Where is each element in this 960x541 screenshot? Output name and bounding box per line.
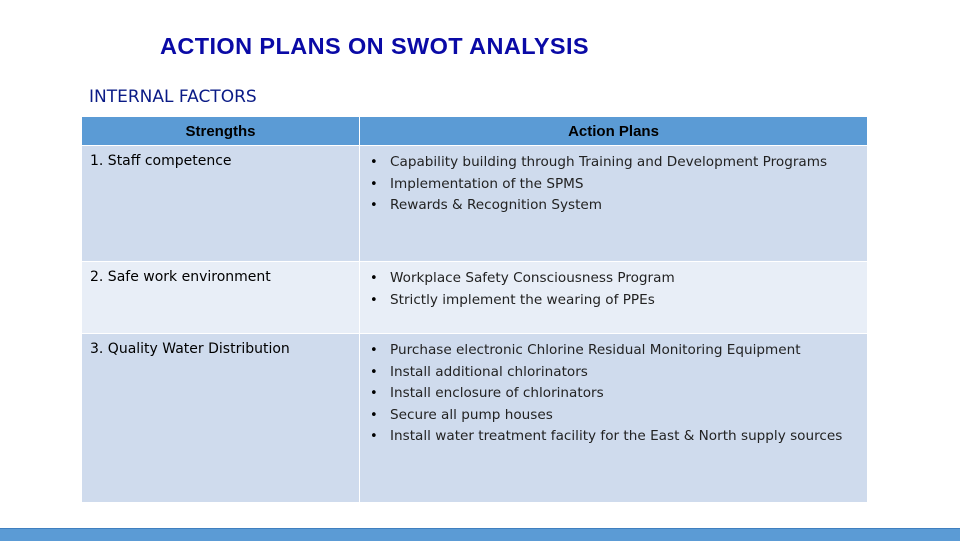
swot-table: [81, 116, 868, 503]
strength-cell: 3. Quality Water Distribution: [82, 334, 360, 503]
page-title: ACTION PLANS ON SWOT ANALYSIS: [160, 33, 589, 59]
action-plans-cell: [360, 334, 868, 503]
header-action-plans: Action Plans: [360, 117, 868, 146]
bullet-icon: •: [370, 386, 378, 401]
bullet-icon: •: [370, 429, 378, 444]
action-plan-item: • Install water treatment facility for the East & North supply sources: [366, 426, 867, 448]
bullet-icon: •: [370, 176, 378, 192]
action-plans-cell: [360, 146, 868, 262]
action-plans-cell: [360, 262, 868, 334]
bullet-icon: •: [370, 155, 378, 170]
table-row: [82, 262, 868, 334]
action-plan-item: • Capability building through Training and Development Programs: [366, 152, 867, 174]
bullet-icon: •: [370, 364, 378, 380]
action-plan-item: • Purchase electronic Chlorine Residual Monitoring Equipment: [366, 340, 867, 362]
action-plan-item: • Install enclosure of chlorinators: [366, 383, 867, 405]
header-strengths: Strengths: [82, 117, 360, 146]
table-row: [82, 334, 868, 503]
action-plan-list: [366, 152, 867, 217]
bullet-icon: •: [370, 343, 378, 358]
bullet-icon: •: [370, 407, 378, 423]
table-header-row: [82, 117, 868, 146]
action-plan-item: • Implementation of the SPMS: [366, 174, 867, 196]
action-plan-item: • Install additional chlorinators: [366, 362, 867, 384]
bullet-icon: •: [370, 198, 378, 213]
bullet-icon: •: [370, 292, 378, 308]
action-plan-item: • Rewards & Recognition System: [366, 195, 867, 217]
section-subtitle: INTERNAL FACTORS: [89, 87, 257, 107]
action-plan-list: [366, 340, 867, 448]
strength-cell: 1. Staff competence: [82, 146, 360, 262]
footer-bar: [0, 528, 960, 541]
strength-cell: 2. Safe work environment: [82, 262, 360, 334]
bullet-icon: •: [370, 271, 378, 286]
action-plan-list: [366, 268, 867, 311]
action-plan-item: • Strictly implement the wearing of PPEs: [366, 290, 867, 312]
table-row: [82, 146, 868, 262]
action-plan-item: • Secure all pump houses: [366, 405, 867, 427]
action-plan-item: • Workplace Safety Consciousness Program: [366, 268, 867, 290]
